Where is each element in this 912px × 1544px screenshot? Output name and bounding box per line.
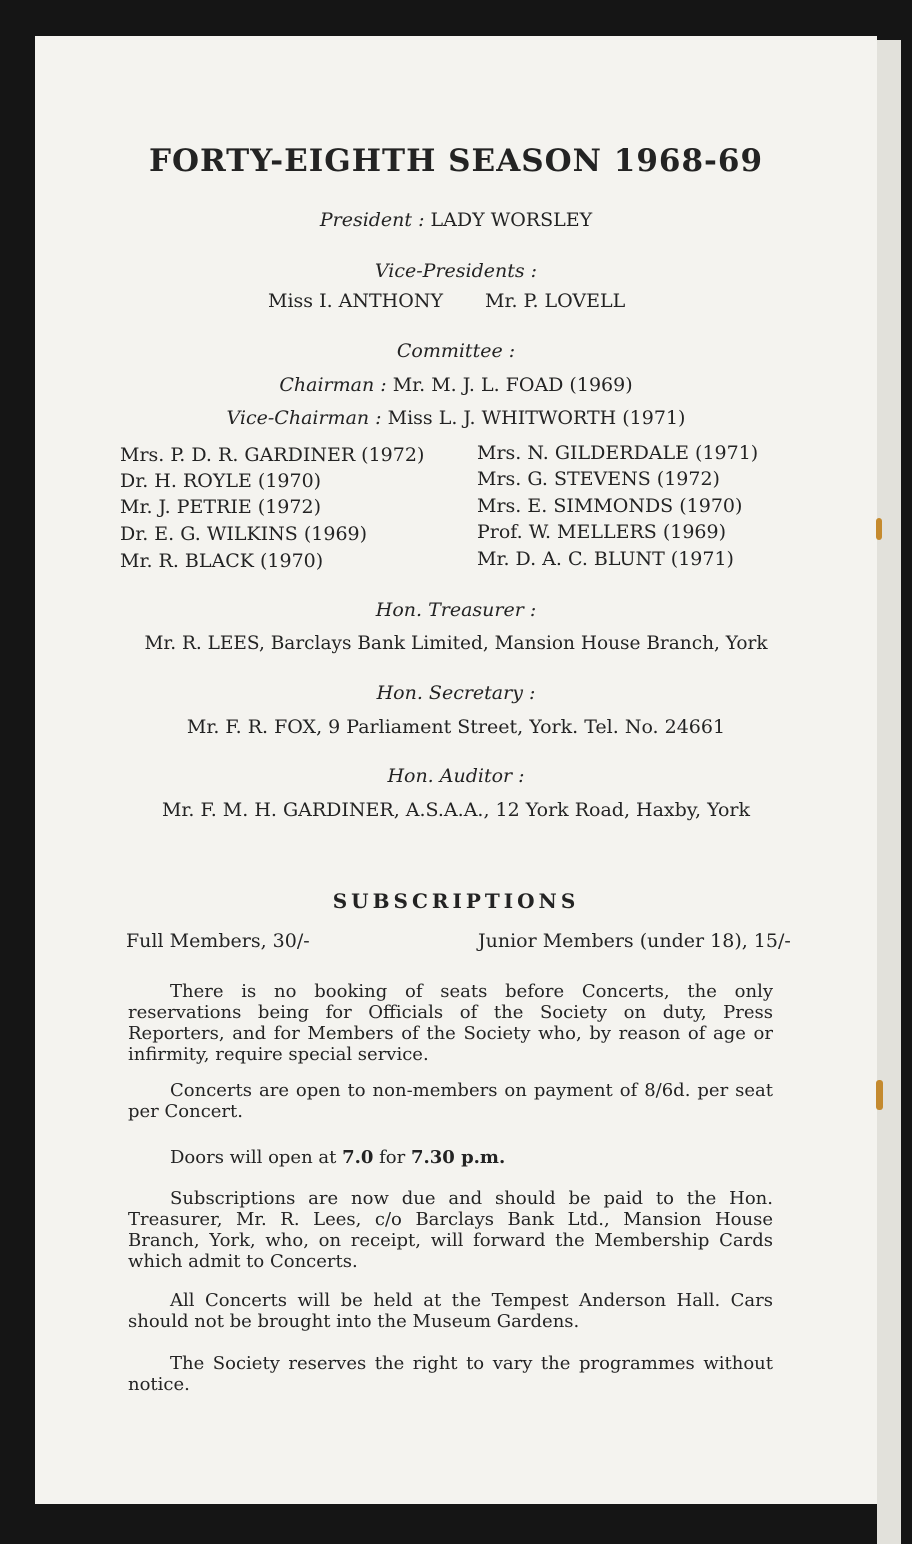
stain-mark	[876, 518, 882, 540]
secretary-detail: Mr. F. R. FOX, 9 Parliament Street, York. Tel. No. 24661	[186, 716, 726, 738]
committee-member: Mrs. E. SIMMONDS (1970)	[477, 495, 743, 517]
treasurer-detail: Mr. R. LEES, Barclays Bank Limited, Mansion House Branch, York	[144, 633, 768, 654]
stain-mark	[876, 1080, 883, 1110]
doors-mid: for	[373, 1147, 411, 1168]
president-line	[0, 211, 912, 230]
committee-member: Mr. J. PETRIE (1972)	[120, 496, 321, 518]
doors-prefix: Doors will open at	[170, 1147, 343, 1168]
doors-paragraph	[128, 1147, 773, 1168]
doors-open-time: 7.0	[342, 1147, 374, 1168]
reserve-rights-text: The Society reserves the right to vary the programmes without notice.	[128, 1353, 773, 1395]
committee-member: Mrs. P. D. R. GARDINER (1972)	[120, 444, 425, 466]
reserve-rights-paragraph	[128, 1353, 773, 1395]
subscriptions-heading: SUBSCRIPTIONS	[332, 889, 580, 913]
non-members-text: Concerts are open to non-members on payment of 8/6d. per seat per Concert.	[128, 1080, 773, 1122]
chairman-name: Mr. M. J. L. FOAD (1969)	[392, 374, 633, 396]
committee-member: Mr. R. BLACK (1970)	[120, 550, 324, 572]
booking-text: There is no booking of seats before Concerts, the only reservations being for Officials of the Society on duty, Press Reporters, and for Members of the Society who, by reason of age or infirmity, require special service.	[128, 981, 773, 1065]
venue-text: All Concerts will be held at the Tempest Anderson Hall. Cars should not be brought into the Museum Gardens.	[128, 1290, 773, 1332]
vice-presidents-label: Vice-Presidents :	[374, 260, 538, 282]
full-members-fee: Full Members, 30/-	[126, 930, 310, 952]
committee-member: Mrs. N. GILDERDALE (1971)	[477, 442, 759, 464]
chairman-label: Chairman :	[279, 374, 387, 396]
vice-president-name: Miss I. ANTHONY	[268, 290, 443, 312]
subscriptions-due-paragraph	[128, 1188, 773, 1272]
venue-paragraph	[128, 1290, 773, 1332]
concert-start-time: 7.30 p.m.	[410, 1147, 506, 1168]
vice-president-name: Mr. P. LOVELL	[485, 290, 626, 312]
chairman-line	[0, 376, 912, 395]
president-name: LADY WORSLEY	[430, 209, 593, 231]
non-members-paragraph	[128, 1080, 773, 1122]
auditor-label: Hon. Auditor :	[387, 765, 525, 787]
committee-member: Mrs. G. STEVENS (1972)	[477, 468, 720, 490]
vice-chairman-line	[0, 409, 912, 428]
president-label: President :	[319, 209, 425, 231]
booking-paragraph	[128, 981, 773, 1065]
page-title: FORTY-EIGHTH SEASON 1968-69	[148, 143, 764, 179]
subscriptions-due-text: Subscriptions are now due and should be paid to the Hon. Treasurer, Mr. R. Lees, c/o Barclays Bank Ltd., Mansion House Branch, York, who, on receipt, will forward the Membership Cards which admit to Concerts.	[128, 1188, 773, 1272]
secretary-label: Hon. Secretary :	[376, 682, 536, 704]
committee-member: Dr. H. ROYLE (1970)	[120, 470, 322, 492]
vice-chairman-name: Miss L. J. WHITWORTH (1971)	[387, 407, 686, 429]
committee-member: Dr. E. G. WILKINS (1969)	[120, 523, 368, 545]
vice-chairman-label: Vice-Chairman :	[226, 407, 382, 429]
committee-member: Mr. D. A. C. BLUNT (1971)	[477, 548, 734, 570]
treasurer-label: Hon. Treasurer :	[375, 599, 537, 621]
junior-members-fee: Junior Members (under 18), 15/-	[478, 930, 791, 952]
committee-member: Prof. W. MELLERS (1969)	[477, 521, 726, 543]
auditor-detail: Mr. F. M. H. GARDINER, A.S.A.A., 12 York Road, Haxby, York	[161, 799, 751, 821]
committee-label: Committee :	[396, 340, 516, 362]
